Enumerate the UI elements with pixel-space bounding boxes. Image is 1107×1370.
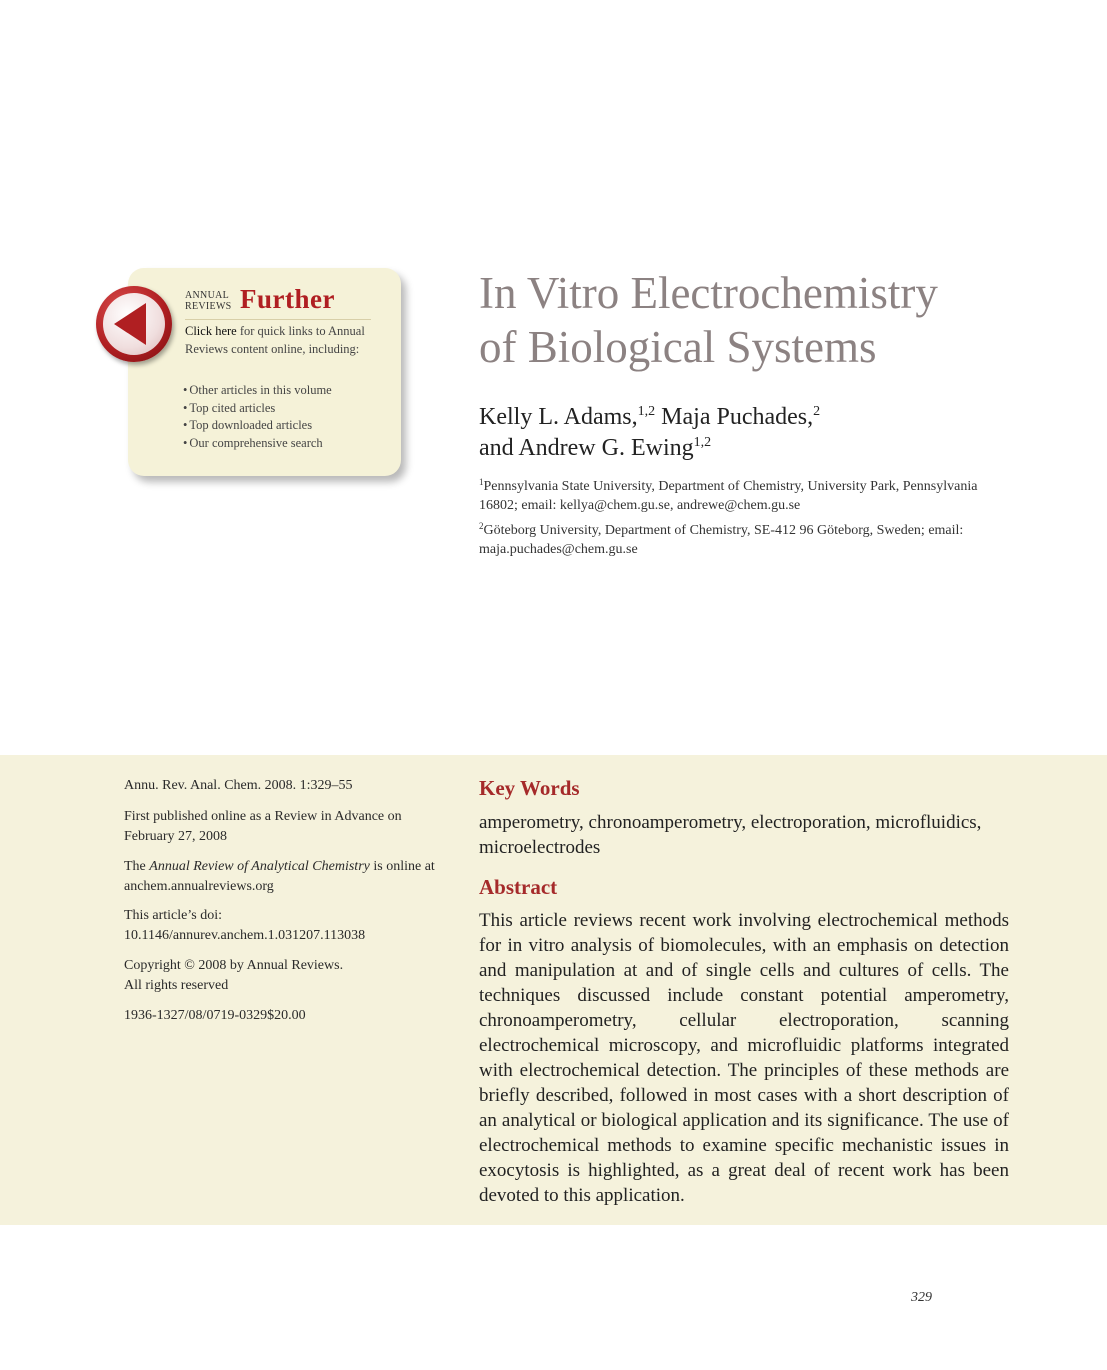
citation: Annu. Rev. Anal. Chem. 2008. 1:329–55 xyxy=(124,778,353,793)
keywords-heading: Key Words xyxy=(479,776,580,800)
further-badge[interactable] xyxy=(96,286,172,362)
click-here-link[interactable]: Click here xyxy=(185,324,237,338)
keywords-text: amperometry, chronoamperometry, electroporation, microfluidics, microelectrodes xyxy=(479,812,982,858)
further-divider xyxy=(185,319,371,320)
further-title: Further xyxy=(240,284,335,314)
copyright: Copyright © 2008 by Annual Reviews. All rights reserved xyxy=(124,958,344,993)
issn: 1936-1327/08/0719-0329$20.00 xyxy=(124,1008,306,1023)
further-link-search[interactable]: • Our comprehensive search xyxy=(183,435,332,453)
author-list: Kelly L. Adams,$^{1,2}$ Maja Puchades,$^2$ and Andrew G. Ewing$^{1,2}$ xyxy=(479,404,821,461)
further-link-top-downloaded[interactable]: • Top downloaded articles xyxy=(183,417,332,435)
abstract-text: This article reviews recent work involving electrochemical methods for in vitro analysis of biomolecules, with an emphasis on detection and manipulation at and of single cells and cultures of cells. The techniques discussed include constant potential amperometry, chronoamperometry, cellular electroporation, scanning electrochemical microscopy, and microfluidic platforms integrated with electrochemical detection. The principles of these methods are briefly described, followed in most cases with a short description of an analytical or biological application and its significance. The use of electrochemical methods to examine specific mechanistic issues in exocytosis is highlighted, as a great deal of recent work has been devoted to this application. xyxy=(479,910,1009,1206)
page-number: 329 xyxy=(911,1290,932,1305)
doi-link[interactable]: 10.1146/annurev.anchem.1.031207.113038 xyxy=(124,927,366,943)
annual-reviews-logo: ANNUAL REVIEWS xyxy=(185,290,232,312)
further-link-other-articles[interactable]: • Other articles in this volume xyxy=(183,382,332,400)
doi: This article’s doi: 10.1146/annurev.anchem.1.031207.113038 xyxy=(124,906,444,945)
article-title: In Vitro Electrochemistry of Biological Systems xyxy=(479,268,938,372)
further-link-top-cited[interactable]: • Top cited articles xyxy=(183,400,332,418)
first-published: First published online as a Review in Advance on February 27, 2008 xyxy=(124,809,402,844)
further-links-list xyxy=(183,382,332,452)
journal-online: The Annual Review of Analytical Chemistry is online at anchem.annualreviews.org xyxy=(124,859,435,894)
further-description: Click here for quick links to Annual Reviews content online, including: xyxy=(185,324,365,356)
affiliation-2: $^2$Göteborg University, Department of Chemistry, SE-412 96 Göteborg, Sweden; email: maja.puchades@chem.gu.se xyxy=(479,521,964,557)
affiliation-1: $^1$Pennsylvania State University, Department of Chemistry, University Park, Pennsylvania 16802; email: kellya@chem.gu.se, andrewe@chem.gu.se xyxy=(479,477,978,513)
left-arrow-icon xyxy=(96,286,172,362)
abstract-heading: Abstract xyxy=(479,875,558,899)
